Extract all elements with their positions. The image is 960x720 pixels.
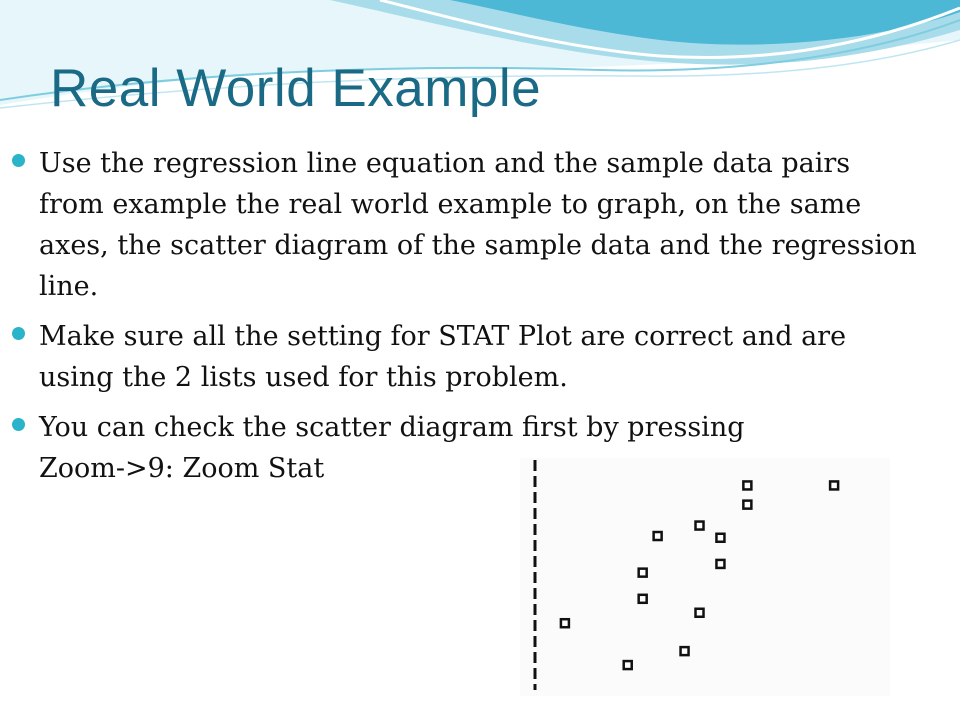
bullet-list <box>0 143 960 498</box>
scatter-point-2 <box>639 595 647 603</box>
scatter-point-9 <box>716 560 724 568</box>
scatter-point-10 <box>743 501 751 509</box>
scatter-point-1 <box>624 661 632 669</box>
scatter-point-7 <box>696 609 704 617</box>
scatter-point-8 <box>716 534 724 542</box>
scatter-plot-panel <box>520 458 890 696</box>
slide-title: Real World Example <box>50 59 542 118</box>
bullet-text: Use the regression line equation and the sample data pairs from example the real world example to graph, on the same axes, the scatter diagram of the sample data and the regression line. <box>39 148 917 302</box>
scatter-point-3 <box>639 569 647 577</box>
bullet-dot-icon <box>12 418 25 431</box>
bullet-item <box>0 143 919 307</box>
scatter-point-5 <box>681 647 689 655</box>
bullet-dot-icon <box>12 154 25 167</box>
scatter-point-4 <box>654 532 662 540</box>
scatter-point-12 <box>830 481 838 489</box>
bullet-dot-icon <box>12 327 25 340</box>
bullet-text: Make sure all the setting for STAT Plot are correct and are using the 2 lists used for this problem. <box>39 321 847 393</box>
bullet-item <box>0 316 919 398</box>
scatter-plot <box>520 458 890 696</box>
scatter-point-6 <box>696 522 704 530</box>
scatter-point-11 <box>743 481 751 489</box>
scatter-point-0 <box>561 619 569 627</box>
bullet-text: You can check the scatter diagram first by pressing Zoom->9: Zoom Stat <box>39 412 745 484</box>
